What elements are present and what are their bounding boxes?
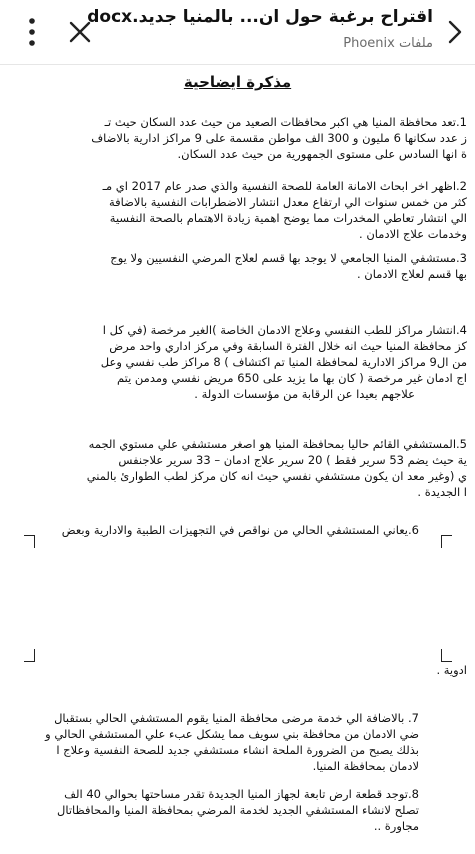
crop-mark (24, 649, 35, 662)
paragraph-line: 3.مستشفي المنيا الجامعي لا يوجد بها قسم لعلاج المرضي النفسيين ولا يوج (110, 251, 467, 265)
paragraph-line: مجاورة .. (373, 819, 419, 833)
crop-mark (441, 649, 452, 662)
paragraph-line: لادمان بمحافظة المنيا. (312, 759, 419, 773)
document-location: ملفات Phoenix (343, 36, 433, 51)
paragraph-line: كز محافظة المنيا حيث انه خلال الفترة السابقة وفي مركز اداري واحد مرض (109, 339, 467, 353)
paragraph-line: اج ادمان غير مرخصة ( كان بها ما يزيد على 650 مريض نفسي ومدمن يتم (116, 371, 467, 385)
paragraph-line: 6.يعاني المستشفي الحالي من نواقص في التجهيزات الطبية والادارية وبعض (61, 523, 419, 537)
paragraph-line: ضي الادمان من محافظة بني سويف مما يشكل عبء علي المستشفي الحالي و (45, 727, 419, 741)
crop-mark (24, 535, 35, 548)
paragraph-line: وخدمات علاج الادمان . (359, 227, 467, 241)
paragraph-line: 2.اظهر اخر ابحاث الامانة العامة للصحة النفسية والذي صدر عام 2017 اي مـ (102, 179, 467, 193)
paragraph-line: الي انتشار تعاطي المخدرات مما يوضح اهمية زيادة الاهتمام بالصحة النفسية (109, 211, 467, 225)
paragraph-line: 1.تعد محافظة المنيا هي اكبر محافظات الصعيد من حيث عدد السكان حيث تـ (104, 115, 467, 129)
paragraph-line: بها قسم لعلاج الادمان . (356, 267, 467, 281)
arrow-back-icon[interactable] (441, 14, 469, 50)
paragraph-line: ي (وغير معد ان يكون مستشفي نفسي حيث انه كان مركز لطب الطوارئ بالمني (86, 469, 467, 483)
document-page (0, 65, 475, 854)
paragraph-line: 8.توجد قطعة ارض تابعة لجهاز المنيا الجديدة تقدر مساحتها بحوالي 40 الف (64, 787, 419, 801)
document-heading: مذكرة ايضاحية (183, 73, 292, 91)
paragraph-line: 4.انتشار مراكز للطب النفسي وعلاج الادمان الخاصة )الغير مرخصة (في كل ا (102, 323, 467, 337)
paragraph-line: ا الجديدة . (417, 485, 467, 499)
paragraph-line: ية حيث يضم 53 سرير فقط ) 20 سرير علاج ادمان – 33 سرير علاجنفس (118, 453, 467, 467)
paragraph-line: 7. بالاضافة الي خدمة مرضى محافظة المنيا يقوم المستشفي الحالي بستقبال (54, 711, 419, 725)
crop-mark (441, 535, 452, 548)
paragraph-line: ادوية . (436, 663, 467, 677)
paragraph-line: تصلح لانشاء المستشفي الجديد لخدمة المرضي بمحافظة المنيا والمحافظاتال (56, 803, 419, 817)
more-vert-icon[interactable] (14, 12, 50, 52)
paragraph-line: كثر من خمس سنوات الي ارتفاع معدل انتشار الاضطرابات النفسية بالاضافة (108, 195, 467, 209)
document-title: اقتراح برغبة حول ان... بالمنيا جديد.docx (87, 7, 433, 27)
paragraph-line: من ال9 مراكز الادارية لمحافظة المنيا تم اكتشاف ) 8 مراكز طب نفسي وعل (100, 355, 467, 369)
paragraph-line: بذلك يصبح من الضرورة الملحة انشاء مستشفي جديد للصحة النفسية وعلاج ا (56, 743, 419, 757)
app-header (0, 0, 475, 65)
paragraph-line: علاجهم بعيدا عن الرقابة من مؤسسات الدولة . (194, 387, 415, 401)
paragraph-line: ز عدد سكانها 6 مليون و 300 الف مواطن مقسمة على 9 مراكز ادارية بالاضاف (91, 131, 467, 145)
paragraph-line: 5.المستشفي القائم حاليا بمحافظة المنيا هو اصغر مستشفي علي مستوي الجمه (88, 437, 467, 451)
paragraph-line: ة انها السادس على مستوى الجمهورية من حيث عدد السكان. (177, 147, 467, 161)
